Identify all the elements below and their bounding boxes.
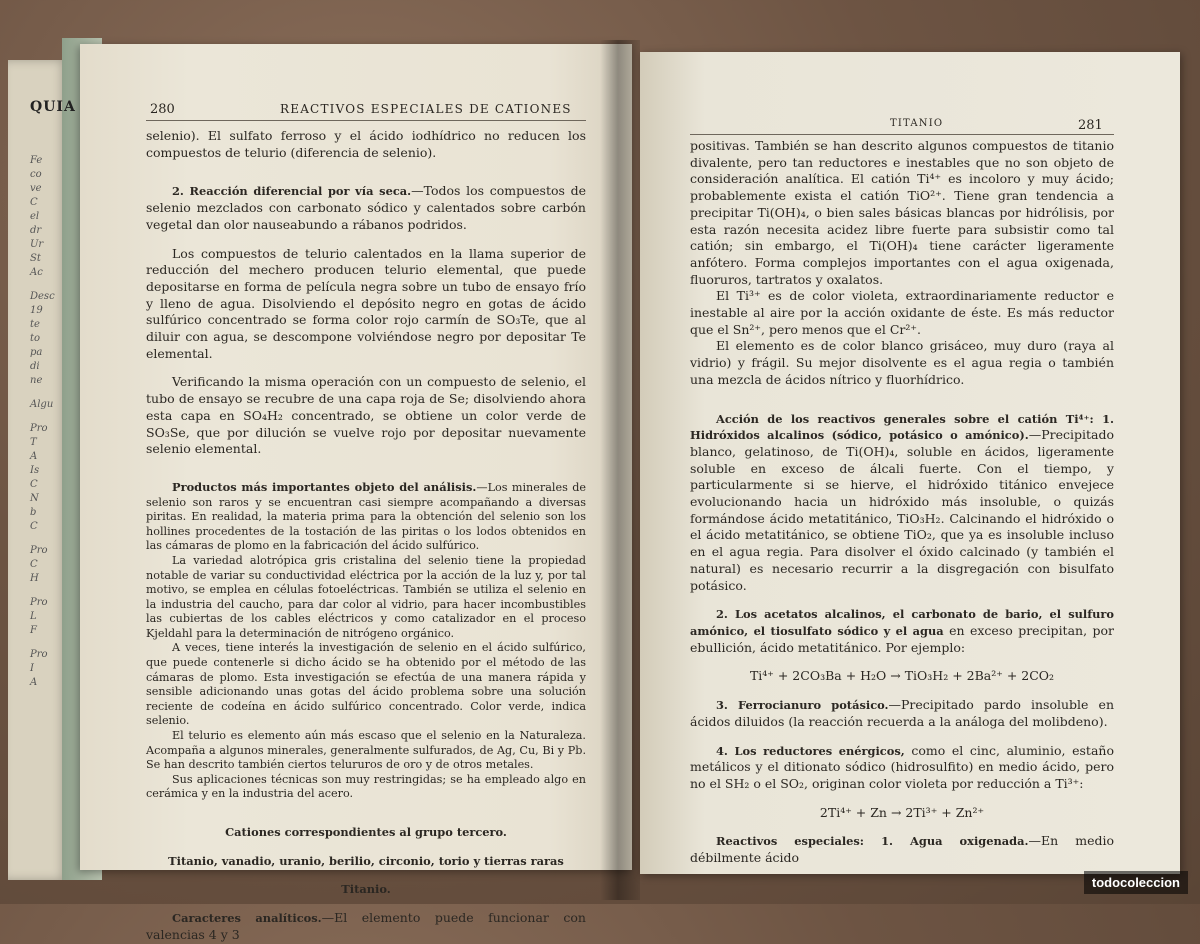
right-p5: 2. Los acetatos alcalinos, el carbonato de bario, el sulfuro amónico, el tiosulfato sódico y el agua en exceso precipitan, por ebullición, ácido metatitánico. Por ejemplo: [690,607,1114,655]
cover-fragment: Pro [30,597,48,608]
left-page-body [146,128,586,944]
right-page-number: 281 [1078,118,1103,133]
book-spine-shadow [600,40,640,900]
section-heading-group: Cationes correspondientes al grupo tercero. [225,825,507,840]
cover-fragment: H [30,573,39,584]
right-p2: El Ti³⁺ es de color violeta, extraordinariamente reductor e inestable al aire por la acción oxidante de éste. Es más reductor que el Sn²⁺, pero menos que el Cr²⁺. [690,288,1114,337]
cover-fragment: Pro [30,545,48,556]
right-p4: Acción de los reactivos generales sobre el catión Ti⁴⁺: 1. Hidróxidos alcalinos (sódico, potásico o amónico).—Precipitado blanco, gelatinoso, de Ti(OH)₄, soluble en ácidos, ligeramente soluble en exceso de álcali fuerte. Con el tiempo, y particularmente si se hierve, el hidróxido titánico envejece evolucionando hacia un hidróxido más insoluble, o quizás formándose ácido metatitánico, TiO₃H₂. Calcinando el hidróxido o el ácido metatitánico, se obtiene TiO₂, que ya es insoluble incluso en el agua regia. Para disolver el óxido calcinado (y también el natural) es necesario recurrir a la disgregación con bisulfato potásico. [690,411,1114,593]
cover-fragment: dr [30,225,42,236]
cover-fragment: C [30,479,38,490]
cover-fragment: b [30,507,37,518]
cover-fragment: Ur [30,239,44,250]
right-header-rule [690,134,1114,135]
cover-fragment: Algu [30,399,54,410]
cover-title: QUIA [30,99,76,115]
cover-fragment: F [30,625,37,636]
equation-1: Ti⁴⁺ + 2CO₃Ba + H₂O → TiO₃H₂ + 2Ba²⁺ + 2CO₂ [749,668,1055,684]
right-running-head: TITANIO [890,118,944,129]
cover-fragment: to [30,333,41,344]
left-p4: Verificando la misma operación con un compuesto de selenio, el tubo de ensayo se recubre de una capa roja de Se; disolviendo ahora esta capa en SO₄H₂ concentrado, se obtiene un color verde de SO₃Se, que por dilución se vuelve rojo por depositar nuevamente selenio elemental. [146,374,586,457]
cover-fragment: N [30,493,39,504]
cover-fragment: 19 [30,305,43,316]
cover-fragment: L [30,611,37,622]
right-p7: 4. Los reductores enérgicos, como el cinc, aluminio, estaño metálicos y el ditionato sódico (hidrosulfito) en medio ácido, pero no el SH₂ o el SO₂, originan color violeta por reducción a Ti³⁺: [690,742,1114,791]
cover-fragment: co [30,169,42,180]
cover-fragment: Ac [30,267,43,278]
left-p9: Sus aplicaciones técnicas son muy restringidas; se ha empleado algo en cerámica y en la industria del acero. [146,772,586,801]
left-page [80,44,632,942]
cover-fragment: Pro [30,423,48,434]
cover-fragment: pa [30,347,43,358]
left-page-number: 280 [150,102,175,117]
cover-fragments [30,154,70,690]
right-p1: positivas. También se han descrito algunos compuestos de titanio divalente, pero tan reductores e inestables que no son objeto de consideración analítica. El catión Ti⁴⁺ es incoloro y muy ácido; probablemente exista el catión TiO²⁺. Tiene gran tendencia a precipitar Ti(OH)₄, o bien sales básicas blancas por hidrólisis, por esta razón necesita acidez libre fuerte para subsistir como tal catión; sin embargo, el Ti(OH)₄ tiene carácter ligeramente anfótero. Forma complejos importantes con el agua oxigenada, fluoruros, tartratos y oxalatos. [690,138,1114,287]
cover-fragment: ne [30,375,43,386]
cover-fragment: A [30,677,38,688]
left-p8: El telurio es elemento aún más escaso que el selenio en la Naturaleza. Acompaña a algunos minerales, generalmente sulfurados, de Ag, Cu, Bi y Pb. Se han descrito también ciertos telururos de oro y de otros metales. [146,729,586,772]
right-p8: Reactivos especiales: 1. Agua oxigenada.—En medio débilmente ácido [690,833,1114,866]
cover-fragment: el [30,211,40,222]
cover-fragment: I [30,663,34,674]
watermark-logo: todocoleccion [1084,871,1188,894]
cover-fragment: ve [30,183,42,194]
left-p1: selenio). El sulfato ferroso y el ácido iodhídrico no reducen los compuestos de telurio (diferencia de selenio). [146,128,586,160]
right-p3: El elemento es de color blanco grisáceo, muy duro (raya al vidrio) y frágil. Su mejor disolvente es el agua regia o también una mezcla de ácidos nítrico y fluorhídrico. [690,338,1114,387]
left-p10: Caracteres analíticos.—El elemento puede funcionar con valencias 4 y 3 [146,910,586,942]
cover-left-stub [30,99,76,700]
right-p6: 3. Ferrocianuro potásico.—Precipitado pardo insoluble en ácidos diluidos (la reacción recuerda a la análoga del molibdeno). [690,697,1115,729]
cover-fragment: Fe [30,155,43,166]
left-p2: 2. Reacción diferencial por vía seca.—Todos los compuestos de selenio mezclados con carbonato sódico y calentados sobre carbón vegetal dan olor nauseabundo a rábanos podridos. [146,183,586,232]
cover-fragment: Pro [30,649,48,660]
cover-fragment: C [30,559,38,570]
cover-fragment: C [30,197,38,208]
left-p5: Productos más importantes objeto del análisis.—Los minerales de selenio son raros y se encuentran casi siempre acompañando a diversas piritas. En realidad, la materia prima para la obtención del selenio son los hollines procedentes de la tostación de las piritas o los lodos obtenidos en las cámaras de plomo en la fabricación del ácido sulfúrico. [146,479,586,553]
cover-fragment: St [30,253,41,264]
left-p3: Los compuestos de telurio calentados en la llama superior de reducción del mechero producen telurio elemental, que puede depositarse en forma de película negra sobre un tubo de ensayo frío y lleno de agua. Disolviendo el depósito negro en gotas de ácido sulfúrico concentrado se forma color rojo carmín de SO₃Te, que al diluir con agua, se descompone volviéndose negro por depositar Te elemental. [146,245,586,361]
equation-2: 2Ti⁴⁺ + Zn → 2Ti³⁺ + Zn²⁺ [819,804,985,820]
cover-fragment: di [30,361,40,372]
cover-fragment: Desc [30,291,55,302]
section-heading-titanio: Titanio. [341,882,391,897]
cover-fragment: C [30,521,38,532]
section-heading-elements: Titanio, vanadio, uranio, berilio, circonio, torio y tierras raras [168,853,564,868]
cover-fragment: T [30,437,37,448]
left-header-rule [146,120,586,121]
right-page [640,52,1180,874]
left-p6: La variedad alotrópica gris cristalina del selenio tiene la propiedad notable de variar su conductividad eléctrica por la acción de la luz y, por tal motivo, se emplea en células fotoeléctricas. También se utiliza el selenio en la industria del caucho, para dar color al vidrio, para hacer incombustibles las cubiertas de los cables eléctricos y como catalizador en el proceso Kjeldahl para la determinación de nitrógeno orgánico. [146,553,586,640]
cover-fragment: te [30,319,40,330]
cover-fragment: A [30,451,38,462]
left-p7: A veces, tiene interés la investigación de selenio en el ácido sulfúrico, que puede contenerle si dicho ácido se ha obtenido por el método de las cámaras de plomo. Esta investigación se efectúa de una manera rápida y sensible adicionando unas gotas del ácido problema sobre una solución reciente de codeína en ácido sulfúrico concentrado. Color verde, indica selenio. [146,641,586,728]
cover-fragment: Is [30,465,40,476]
right-page-body [690,138,1114,867]
left-running-head: REACTIVOS ESPECIALES DE CATIONES [280,102,572,116]
